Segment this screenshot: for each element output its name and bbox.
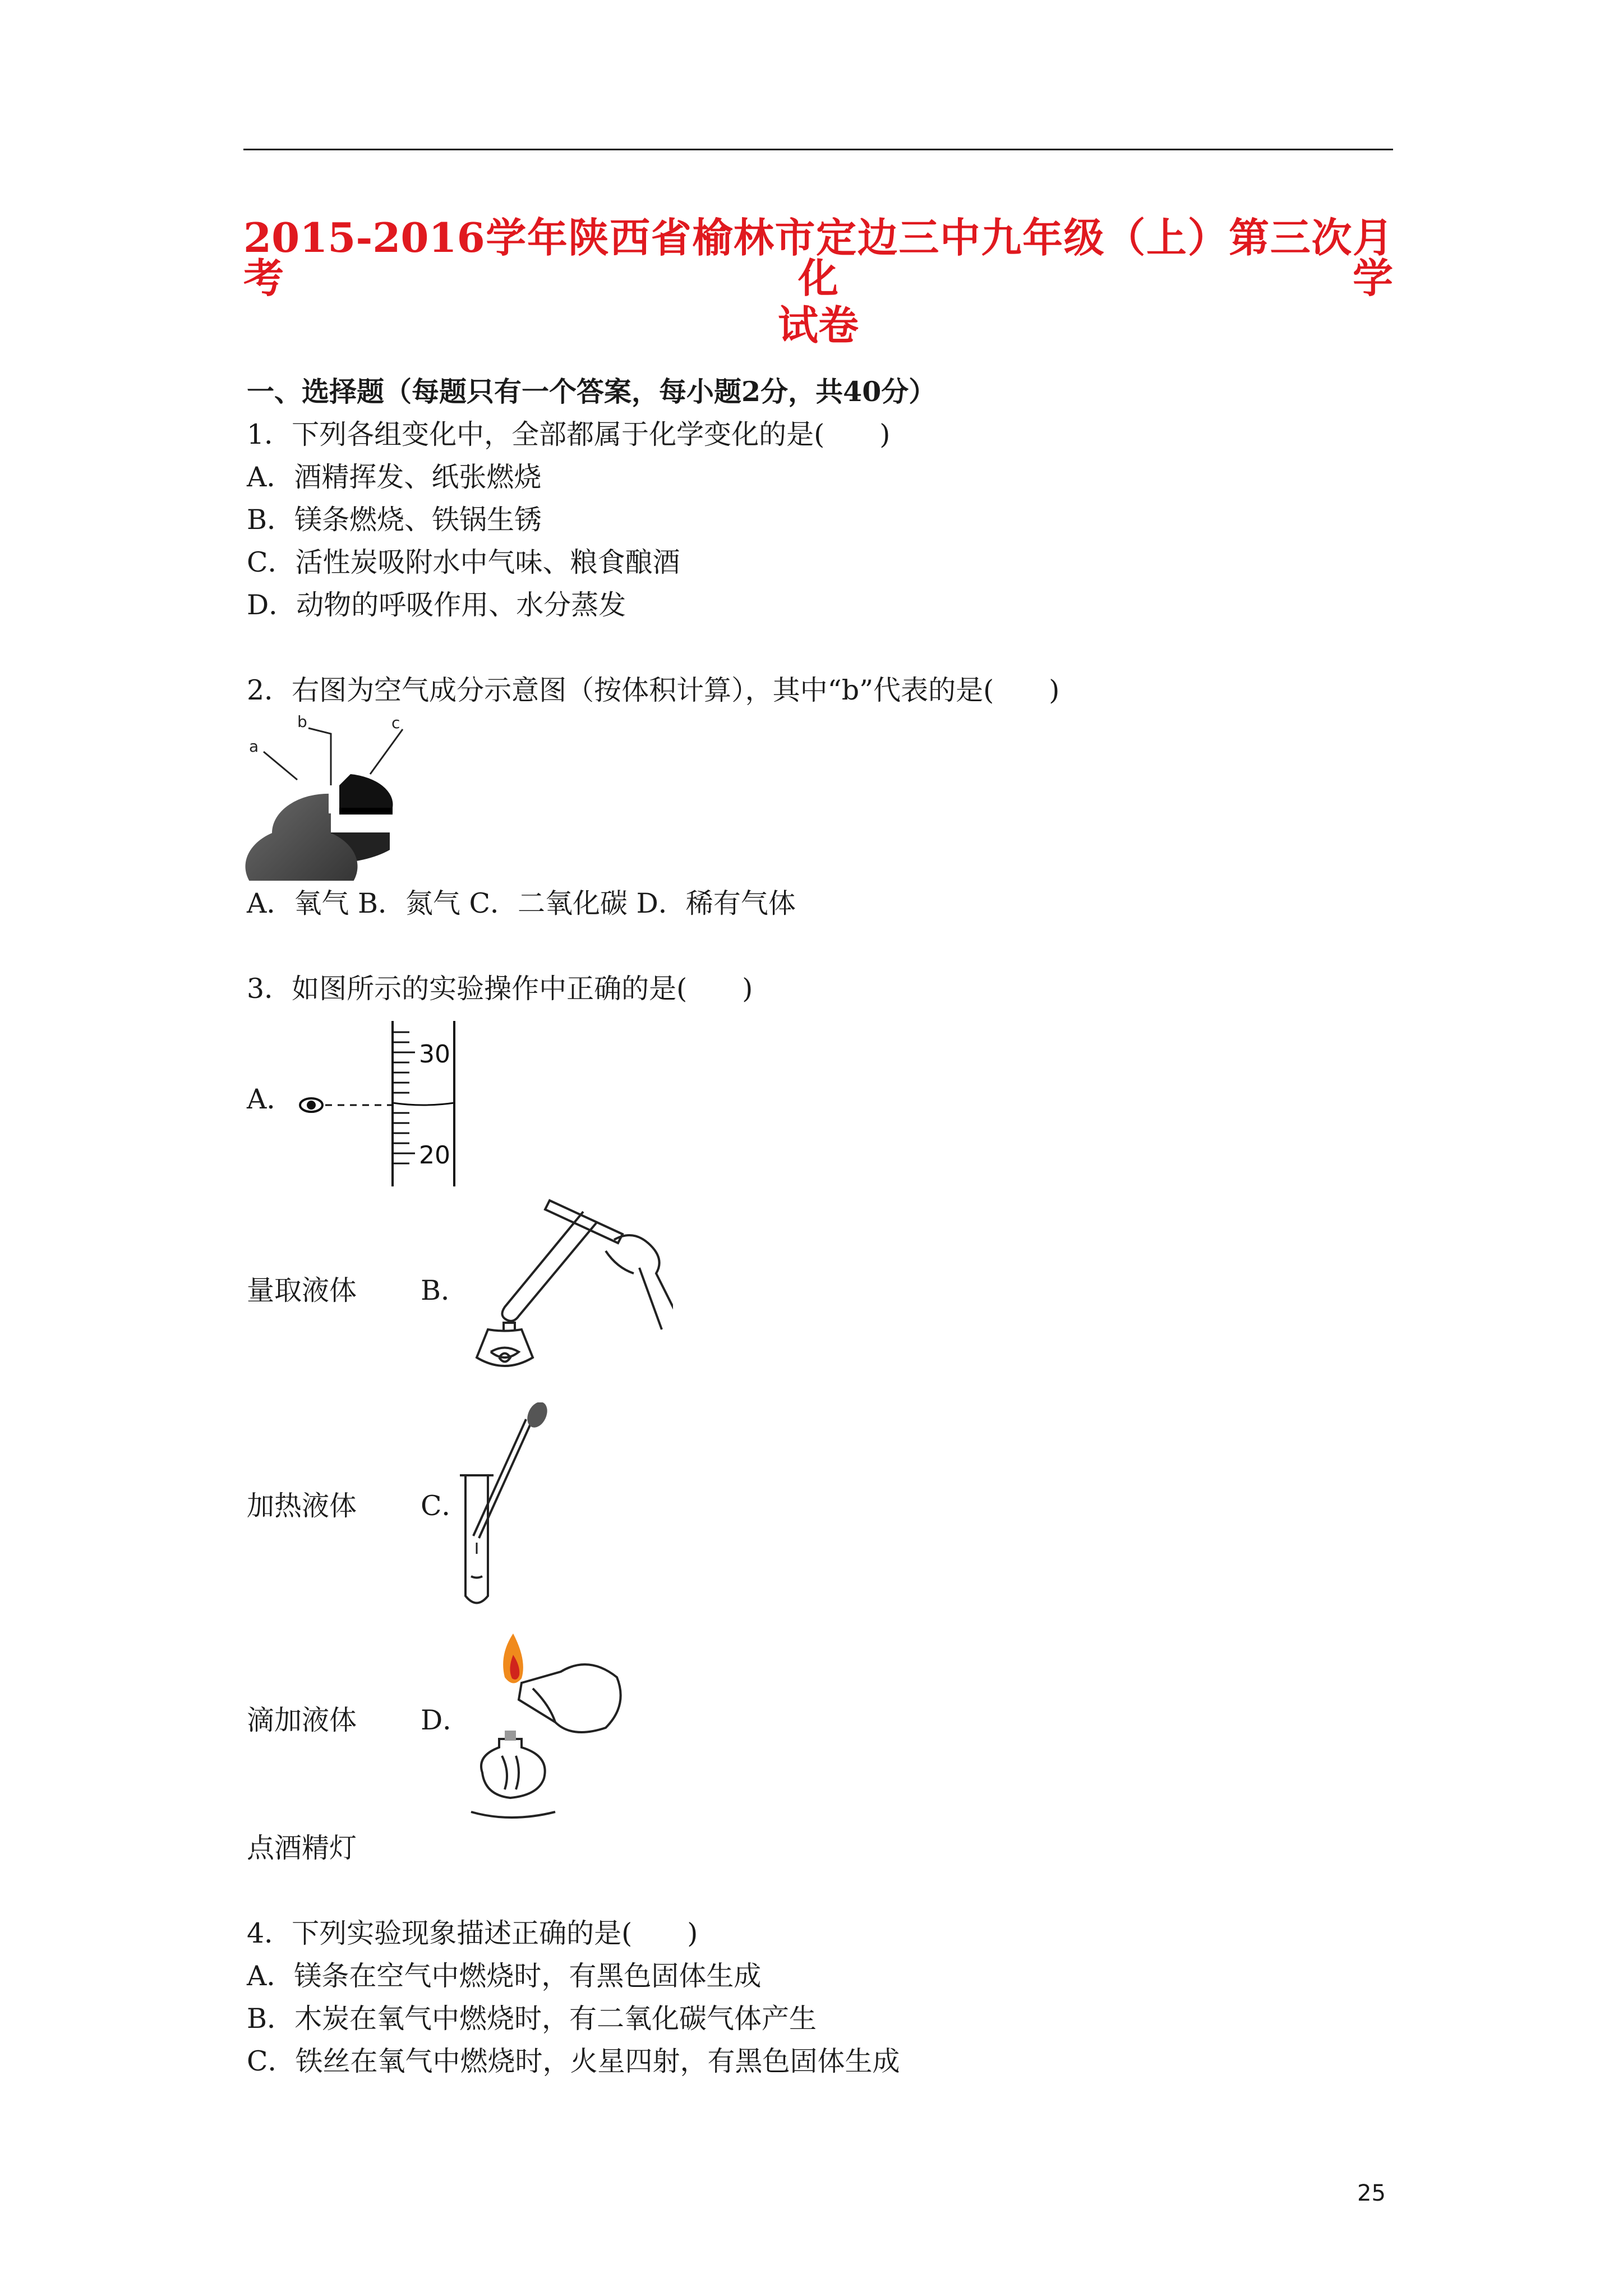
question-2-stem: 2．右图为空气成分示意图（按体积计算），其中“b”代表的是( ) <box>247 674 1060 706</box>
pie-slice-c <box>339 774 393 808</box>
cylinder-tick-30: 30 <box>419 1040 450 1069</box>
heating-test-tube-figure <box>471 1189 673 1402</box>
cylinder-tick-20: 20 <box>419 1141 450 1170</box>
question-3-option-b-letter: B． <box>421 1274 469 1306</box>
alcohol-lamp-lighting-figure <box>460 1627 639 1829</box>
graduated-cylinder-figure <box>294 1021 474 1189</box>
pie-label-c: c <box>391 714 400 732</box>
question-3-option-a-letter: A． <box>247 1083 294 1115</box>
question-4-option-b: B．木炭在氧气中燃烧时，有二氧化碳气体产生 <box>247 2003 817 2035</box>
question-3-caption-a: 量取液体 <box>247 1274 357 1306</box>
question-4-option-c: C．铁丝在氧气中燃烧时，火星四射，有黑色固体生成 <box>247 2045 900 2077</box>
question-1-option-a: A．酒精挥发、纸张燃烧 <box>247 461 542 493</box>
question-1-option-d: D．动物的呼吸作用、水分蒸发 <box>247 589 626 621</box>
air-composition-pie-chart <box>241 712 409 881</box>
page-title: 2015-2016学年陕西省榆林市定边三中九年级（上）第三次月考化学 <box>243 214 1393 302</box>
question-1-option-c: C．活性炭吸附水中气味、粮食酿酒 <box>247 546 680 578</box>
question-4-option-a: A．镁条在空气中燃烧时，有黑色固体生成 <box>247 1960 762 1992</box>
question-3-caption-b: 加热液体 <box>247 1490 357 1522</box>
question-3-option-d-letter: D． <box>421 1704 471 1736</box>
pie-label-a: a <box>249 737 259 756</box>
question-1-stem: 1．下列各组变化中，全部都属于化学变化的是( ) <box>247 418 891 450</box>
pie-label-b: b <box>297 712 307 731</box>
dropper-test-tube-figure <box>460 1402 572 1616</box>
page-title-continued: 试卷 <box>777 301 859 349</box>
question-2-options: A．氧气 B．氮气 C．二氧化碳 D．稀有气体 <box>247 887 796 919</box>
question-3-caption-c: 滴加液体 <box>247 1704 357 1736</box>
header-rule <box>243 149 1393 150</box>
question-3-option-c-letter: C． <box>421 1490 469 1522</box>
section-heading: 一、选择题（每题只有一个答案，每小题2分，共40分） <box>247 375 937 408</box>
question-3-caption-d: 点酒精灯 <box>247 1832 357 1864</box>
question-3-stem: 3．如图所示的实验操作中正确的是( ) <box>247 973 753 1005</box>
page-number: 25 <box>1357 2180 1386 2206</box>
question-4-stem: 4．下列实验现象描述正确的是( ) <box>247 1917 698 1949</box>
question-1-option-b: B．镁条燃烧、铁锅生锈 <box>247 504 542 536</box>
